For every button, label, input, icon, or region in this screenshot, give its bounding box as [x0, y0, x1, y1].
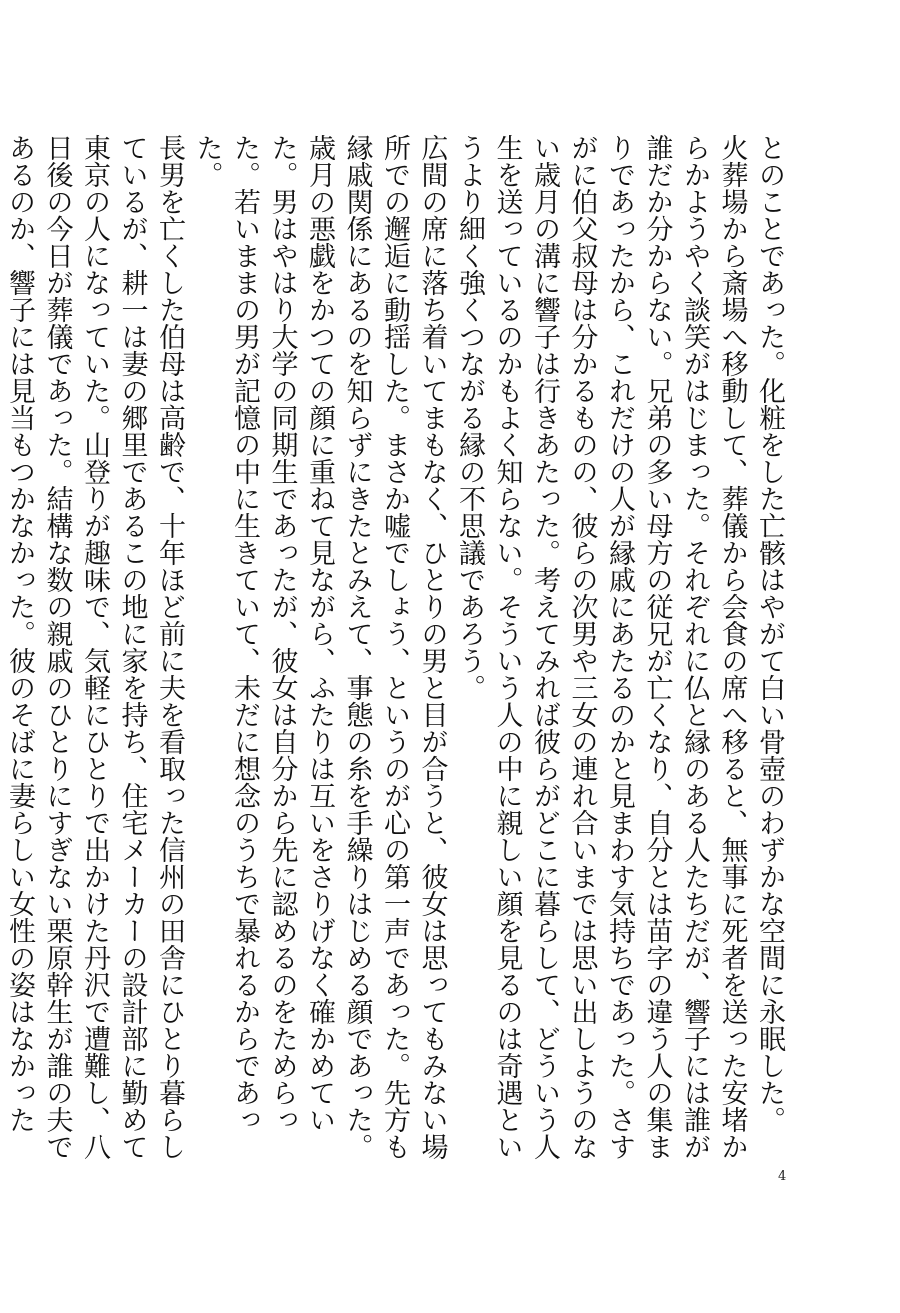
- body-text: [4, 134, 788, 1184]
- page-number: 4: [778, 1169, 787, 1184]
- paragraph-4: 長男を亡くした伯母は高齢で、十年ほど前に夫を看取った信州の田舎にひとり暮らしているが、耕一は妻の郷里であるこの地に家を持ち、住宅メーカーの設計部に勤めて東京の人になっていた。山登りが趣味で、気軽にひとりで出かけた丹沢で遭難し、八日後の今日が葬儀であった。結構な数の親戚のひとりにすぎない栗原幹生が誰の夫であるのか、響子には見当もつかなかった。彼のそばに妻らしい女性の姿はなかった: [4, 134, 185, 1160]
- paragraph-2: 火葬場から斎場へ移動して、葬儀から会食の席へ移ると、無事に死者を送った安堵からかようやく談笑がはじまった。それぞれに仏と縁のある人たちだが、響子には誰が誰だか分からない。兄弟の多い母方の従兄が亡くなり、自分とは苗字の違う人の集まりであったから、これだけの人が縁戚にあたるのかと見まわす気持ちであった。さすがに伯父叔母は分かるものの、彼らの次男や三女の連れ合いまでは思い出しようのない歳月の溝に響子は行きあたった。考えてみれば彼らがどこに暮らして、どういう人生を送っているのかもよく知らない。そういう人の中に親しい顔を見るのは奇遇というより細く強くつながる縁の不思議であろう。: [454, 134, 748, 1160]
- paragraph-1: とのことであった。化粧をした亡骸はやがて白い骨壺のわずかな空間に永眠した。: [754, 134, 785, 1133]
- paragraph-3: 広間の席に落ち着いてまもなく、ひとりの男と目が合うと、彼女は思ってもみない場所での邂逅に動揺した。まさか嘘でしょう、というのが心の第一声であった。先方も縁戚関係にあるのを知らずにきたとみえて、事態の糸を手繰りはじめる顔であった。歳月の悪戯をかつての顔に重ねて見ながら、ふたりは互いをさりげなく確かめていた。男はやはり大学の同期生であったが、彼女は自分から先に認めるのをためらった。若いままの男が記憶の中に生きていて、未だに想念のうちで暴れるからであった。: [191, 134, 448, 1160]
